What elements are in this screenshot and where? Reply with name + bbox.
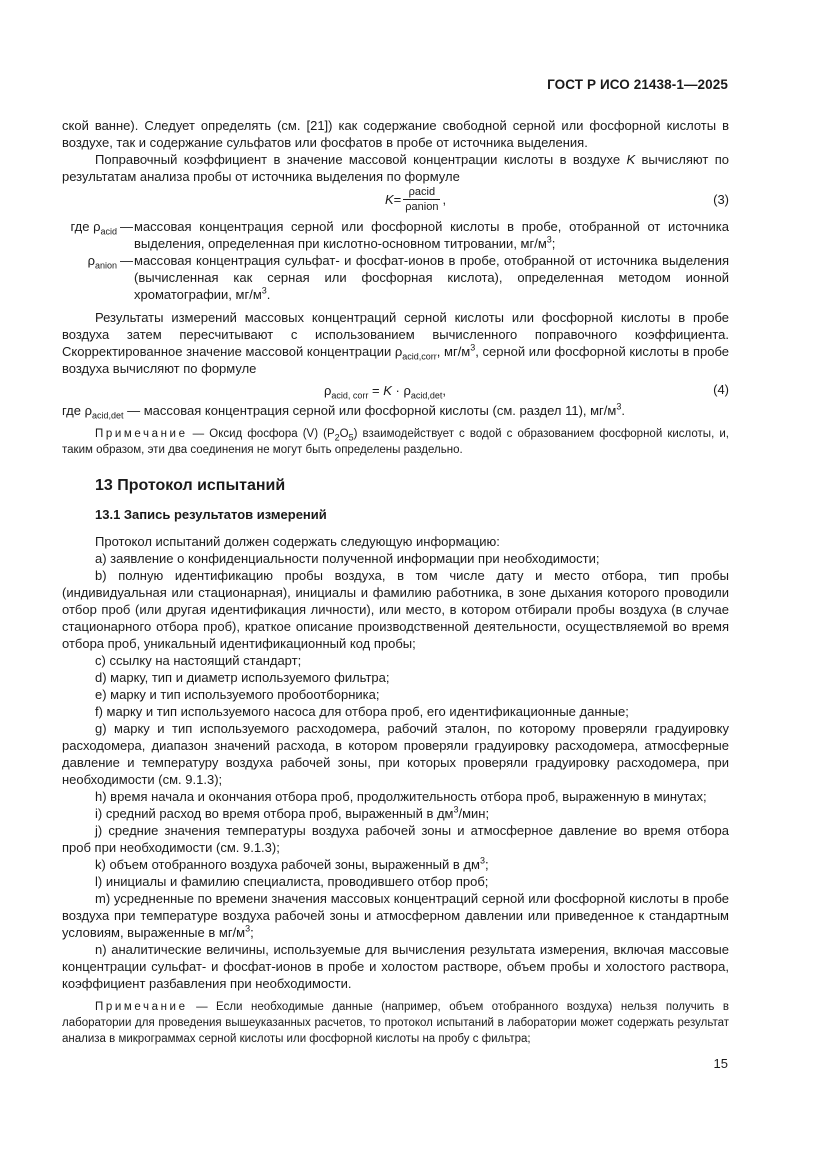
- list-item: f) марку и тип используемого насоса для отбора проб, его идентификационные данные;: [95, 704, 629, 719]
- note: Примечание — Оксид фосфора (V) $(P_2O_5)$ взаимодействует с водой с образованием фосфорной кислоты, и, таким образом, эти два соединения не могут быть определены раздельно.: [62, 428, 729, 456]
- list-item: h) время начала и окончания отбора проб, продолжительность отбора проб, выраженную в минутах;: [95, 789, 707, 804]
- fraction-denominator: ρanion: [405, 201, 439, 213]
- fraction-numerator: ρacid: [403, 186, 440, 200]
- definition-line: где $\rho_{acid,det}$ — массовая концентрация серной или фосфорной кислоты (см. раздел 11), $мг/м^3$.: [62, 401, 625, 421]
- note-label: Примечание: [95, 428, 188, 440]
- definition-text: массовая концентрация сульфат- и фосфат-ионов в пробе, отобранной от источника выделения (вычисленная как серная или фосфорная кислота), определенная методом ионной хроматографии, $мг/м^3$.: [134, 253, 729, 302]
- paragraph: ской ванне). Следует определять (см. [21]) как содержание свободной серной или фосфорной кислоты в воздухе, так и содержание сульфатов или фосфатов в пробе от источника выделения.: [62, 118, 729, 150]
- formula-lhs: K: [385, 192, 394, 207]
- list-lead: Протокол испытаний должен содержать следующую информацию:: [95, 534, 500, 549]
- paragraph: Результаты измерений массовых концентраций серной кислоты или фосфорной кислоты в пробе воздуха затем пересчитывают с использованием вычисленного поправочного коэффициента. Скорректированное значение массовой концентрации $\rho_{acid,corr}$, $мг/м^3$, серной или фосфорной кислоты в пробе воздуха вычисляют по формуле: [62, 310, 729, 376]
- page-body: [62, 117, 729, 1047]
- fraction: [403, 186, 440, 213]
- paragraph: Поправочный коэффициент в значение массовой концентрации кислоты в воздухе K вычисляют по результатам анализа пробы от источника выделения по формуле: [62, 152, 729, 184]
- note-label: Примечание: [95, 1001, 188, 1013]
- document-id-header: ГОСТ Р ИСО 21438-1—2025: [547, 77, 728, 92]
- list-item: i) средний расход во время отбора проб, выраженный в $дм^3$/мин;: [95, 804, 490, 821]
- list-item: e) марку и тип используемого пробоотборника;: [95, 687, 380, 702]
- page-number: 15: [713, 1056, 728, 1071]
- formula-4: [62, 380, 729, 402]
- list-item: n) аналитические величины, используемые для вычисления результата измерения, включая массовые концентрации сульфат- и фосфат-ионов в пробе и холостом растворе, объем пробы и холостого раствора, коэффициент разбавления при необходимости.: [62, 942, 729, 991]
- list-item: d) марку, тип и диаметр используемого фильтра;: [95, 670, 390, 685]
- note: Примечание — Если необходимые данные (например, объем отобранного воздуха) нельзя получить в лаборатории для проведения вышеуказанных расчетов, то протокол испытаний в лаборатории может содержать результат анализа в микрограммах серной кислоты или фосфорной кислоты на пробу с фильтра;: [62, 1001, 729, 1045]
- formula-expression: $\rho_{acid, corr} = K \cdot \rho_{acid,det}$,: [324, 383, 447, 401]
- subsection-heading: 13.1 Запись результатов измерений: [95, 507, 327, 522]
- list-item: m) усредненные по времени значения массовых концентраций серной или фосфорной кислоты в пробе воздуха при температуре воздуха рабочей зоны и атмосферном давлении или приведенное к стандартным условиям, выраженные в $мг/м^3$;: [62, 891, 729, 940]
- list-item: j) средние значения температуры воздуха рабочей зоны и атмосферное давление во время отбора проб при необходимости (см. 9.1.3);: [62, 823, 729, 855]
- list-item: k) объем отобранного воздуха рабочей зоны, выраженный в $дм^3$;: [95, 855, 489, 872]
- list-item: l) инициалы и фамилию специалиста, проводившего отбор проб;: [95, 874, 489, 889]
- definition-symbol: $\rho_{anion}$: [87, 253, 117, 271]
- variable-k: K: [626, 152, 636, 167]
- equation-number: (4): [713, 382, 729, 397]
- equation-number: (3): [713, 192, 729, 207]
- list-item: b) полную идентификацию пробы воздуха, в том числе дату и место отбора, тип пробы (индивидуальная или стационарная), инициалы и фамилию работника, в зоне дыхания которого проводили отбор проб (или другая идентификация личности), или место, в котором отбирали пробы воздуха (в случае стационарного отбора проб), краткое описание производственной деятельности, осуществляемой во время отбора проб, уникальный идентификационный код пробы;: [62, 568, 729, 651]
- definitions-list: где $\rho_{acid}$ — массовая концентрация серной или фосфорной кислоты в пробе, отобранной от источника выделения, определенная при кислотно-основном титровании, $мг/м^3$; $\rho_{anion}$ — массовая концентрация сульфат- и фосфат-ионов в пробе, отобранной от источника выделения (вычисленная как серная или фосфорная кислота), определенная методом ионной хроматографии, $мг/м^3$.: [62, 218, 729, 303]
- definition-symbol: где $\rho_{acid}$: [70, 219, 117, 237]
- definition-text: массовая концентрация серной или фосфорной кислоты в пробе, отобранной от источника выделения, определенная при кислотно-основном титровании, $мг/м^3$;: [134, 219, 729, 251]
- list-item: c) ссылку на настоящий стандарт;: [95, 653, 302, 668]
- section-heading: 13 Протокол испытаний: [95, 477, 286, 494]
- list-item: g) марку и тип используемого расходомера, рабочий эталон, по которому проверяли градуировку расходомера, диапазон значений расхода, в котором проверяли градуировку расходомера, атмосферные давление и температуру воздуха рабочей зоны, при которых проверяли градуировку расходомера, при необходимости (см. 9.1.3);: [62, 721, 729, 787]
- list-item: а) заявление о конфиденциальности полученной информации при необходимости;: [95, 551, 600, 566]
- formula-3: K = $\frac{\text{ρacid}}{\text{ρanion}}$ , (3): [385, 186, 729, 213]
